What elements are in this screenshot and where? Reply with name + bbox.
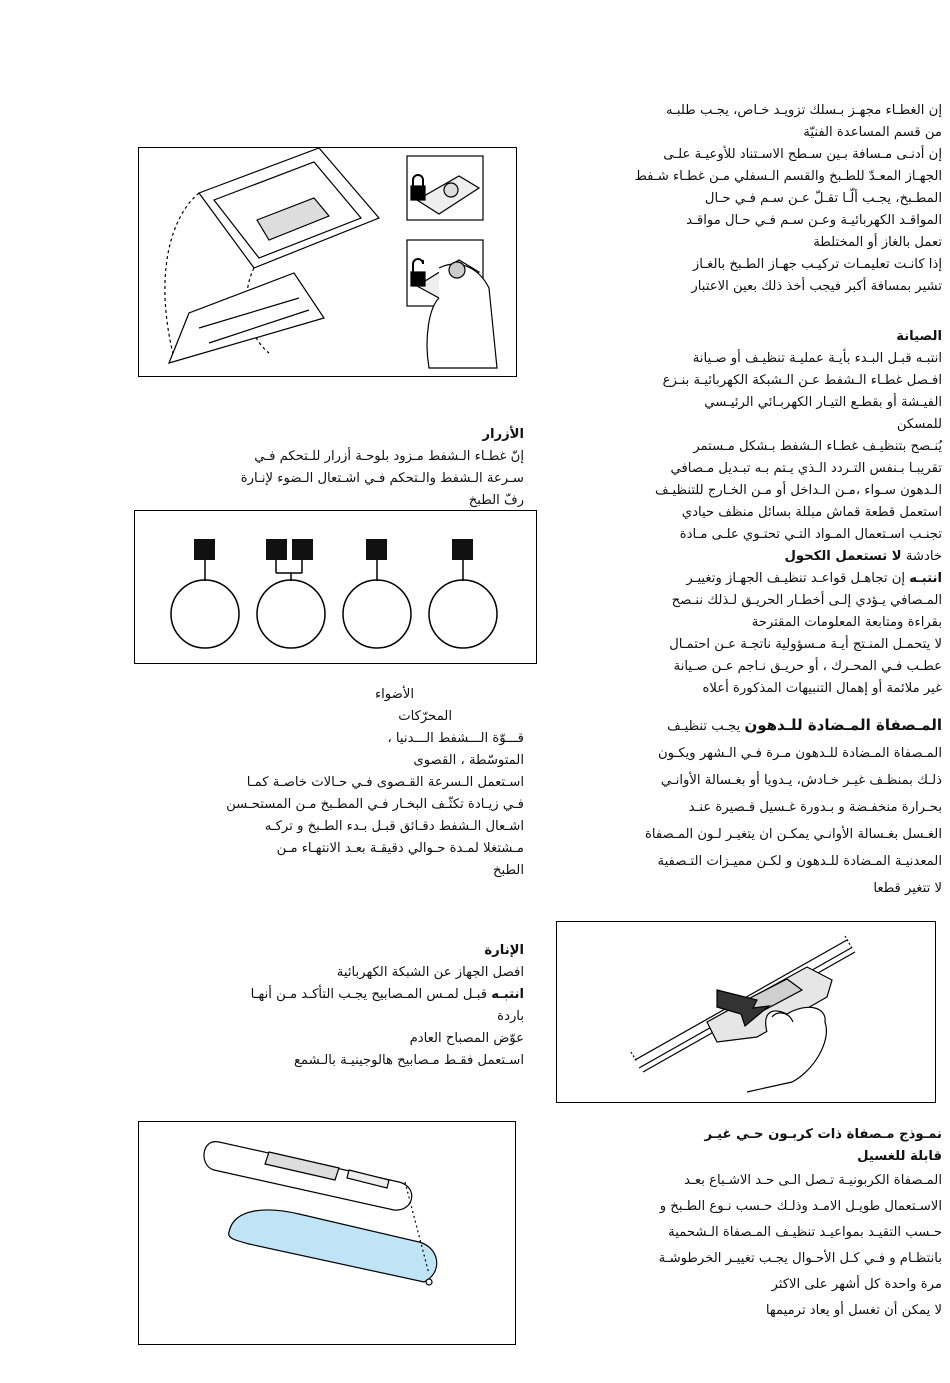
text-line: لا يتحمـل المنـتج أيـة مـسؤولية ناتجـة عـن احتمـال [669, 637, 942, 652]
buttons-heading: الأزرار [482, 427, 524, 442]
filter-removal-illustration [557, 922, 935, 1102]
text-line: إنّ غطـاء الـشفط مـزود بلوحـة أزرار للـتحكم فـي [254, 449, 524, 464]
hood-installation-figure [138, 147, 517, 377]
text-line: عوّض المصباح العادم [409, 1031, 524, 1046]
lamp-replacement-figure [138, 1121, 516, 1345]
no-alcohol-warning: لا تستعمل الكحول [784, 549, 902, 564]
text-line: إن أدنـى مـسافة بـين سـطح الاسـتناد للأوعيـة علـى [663, 147, 942, 162]
panel-button [257, 580, 325, 648]
text-line: فـي زيـادة تكثّـف البخـار فـي المطـبخ مـن المستحـسن [226, 797, 524, 812]
text-line: سـرعة الـشفط والـتحكم فـي اشـتعال الـضوء لإنـارة [240, 471, 524, 486]
text-line: المـصفاة المـضادة للـدهون مـرة فـي الـشهر ويكـون [657, 746, 942, 761]
lamp-cover-illustration [139, 1122, 515, 1344]
text-line: الجهـاز المعـدّ للطـبخ والقسم الـسفلي مـن غطـاء شـفط [634, 169, 942, 184]
text-line: تعمل بالغاز أو المختلطة [813, 235, 942, 250]
lighting-heading: الإنارة [484, 943, 524, 958]
text-fragment: قبـل لمـس المـصابيح يجـب التأكـد مـن أنهـا [250, 987, 488, 1002]
legend-lights: الأضواء [374, 687, 414, 702]
grease-filter-figure [556, 921, 936, 1103]
grease-filter-section [556, 712, 942, 902]
button-marker [292, 539, 313, 560]
panel-button [343, 580, 411, 648]
text-line: بقراءة ومتابعة المعلومات المقترحة [751, 615, 942, 630]
text-line: الـدهون سـواء ،مـن الـداخل أو مـن الخـارج للتنظيـف [655, 483, 942, 498]
text-line: اسـتعمل فقـط مـصابيح هالوجينيـة بالـشمع [293, 1053, 524, 1068]
text-line: الطبخ [493, 863, 524, 878]
legend-speed-low: قـــوّة الـــشفط الـــدنيا ، [387, 731, 524, 746]
text-line [556, 568, 942, 590]
text-line: افـصل غطـاء الـشفط عـن الـشبكة الكهربائيـة بنـزع [662, 373, 942, 388]
panel-button [171, 580, 239, 648]
installation-notes [556, 100, 942, 298]
text-line: من قسم المساعدة الفنيّة [803, 125, 942, 140]
text-line: حـسب التقيـد بمواعيـد تنظيـف المـصفاة الـشحمية [668, 1225, 942, 1240]
text-line [556, 546, 942, 568]
text-line: افصل الجهاز عن الشبكة الكهربائية [336, 965, 524, 980]
control-panel-figure [134, 510, 537, 664]
text-line [556, 712, 942, 740]
carbon-filter-heading: نمـوذج مـصفاة ذات كربـون حـي غيـر [704, 1127, 942, 1142]
text-fragment: إن تجاهـل قواعـد تنظيـف الجهـاز وتغييـر [686, 571, 906, 586]
warning-word: انتبـه [491, 987, 524, 1002]
text-line: الاسـتعمال طويـل الامـد وذلـك حـسب نـوع الطـبخ و [659, 1199, 942, 1214]
text-line: إذا كانـت تعليمـات تركيـب جهـاز الطـبخ بالغـاز [692, 257, 942, 272]
text-line: بحـرارة منخفـضة و بـدورة غـسيل قـصيرة عنـد [688, 800, 942, 815]
button-marker [266, 539, 287, 560]
text-line: اشـعال الـشفط دقـائق قبـل بـدء الطـبخ و تركـه [264, 819, 524, 834]
text-line: تجنـب اسـتعمال المـواد التـي تحتـوي علـى مـادة [679, 527, 942, 542]
text-line: لا يمكن أن تغسل أو يعاد ترميمها [765, 1303, 942, 1318]
warning-word: انتبـه [909, 571, 942, 586]
text-line: المـصفاة الكربونيـة تـصل الـى حـد الاشـباع بعـد [684, 1173, 942, 1188]
text-line: مرة واحدة كل أشهر على الاكثر [771, 1277, 942, 1292]
button-marker [452, 539, 473, 560]
text-line: للمسكن [896, 417, 942, 432]
text-line: تقريبـا بـنفس التـردد الـذي يـتم بـه تبـديل مـصافي [670, 461, 942, 476]
text-line: يُنـصح بتنظيـف غطـاء الـشفط بـشكل مـستمر [693, 439, 942, 454]
text-line: اسـتعمل الـسرعة القـصوى فـي حـالات خاصـة كمـا [246, 775, 524, 790]
text-line: المـصافي يـؤدي إلـى أخطـار الحريـق لـذلك ننـصح [671, 593, 942, 608]
text-line: المعدنيـة المـضادة للـدهون و لكـن مميـزات التـصفية [657, 854, 942, 869]
text-line: غير ملائمة أو إهمال التنبيهات المذكورة أعلاه [702, 681, 942, 696]
text-line: لا تتغير قطعا [873, 881, 942, 896]
text-line: الفيـشة أو بقطـع التيـار الكهربـائي الرئيـسي [704, 395, 942, 410]
text-line: باردة [497, 1009, 524, 1024]
buttons-section [138, 424, 524, 512]
button-marker [194, 539, 215, 560]
text-line: المطـبخ، يجـب ألّـا تقـلّ عـن سـم فـي حـال [704, 191, 942, 206]
text-fragment: يجـب تنظيـف [667, 719, 741, 734]
grease-filter-heading: المـصفاة المـضادة للـدهون [744, 716, 942, 734]
text-line: تشير بمسافة أكبر فيجب أخذ ذلك بعين الاعتبار [691, 279, 942, 294]
panel-button [429, 580, 497, 648]
control-panel-diagram [135, 511, 536, 663]
maintenance-heading: الصيانة [896, 329, 942, 344]
button-marker [366, 539, 387, 560]
text-line: رفّ الطبخ [468, 493, 524, 508]
text-line: بانتظـام و فـي كـل الأحـوال يجـب تغييـر الخرطوشـة [658, 1251, 942, 1266]
maintenance-section [556, 326, 942, 700]
text-line: استعمل قطعة قماش مبللة بسائل منظف حيادي [681, 505, 942, 520]
hood-lock-illustration [139, 148, 516, 376]
legend-motors: المحرّكات [398, 709, 452, 724]
carbon-filter-heading-2: قابلة للغسيل [857, 1149, 942, 1164]
legend-speed-mid: المتوسّطة ، القصوى [413, 753, 524, 768]
buttons-legend [138, 684, 524, 882]
text-line: ذلـك بمنظـف غيـر خـادش، يـدويا أو بغـسالة الأوانـي [660, 773, 942, 788]
text-line: عطـب فـي المحـرك ، أو حريـق نـاجم عـن صـيانة [673, 659, 942, 674]
lighting-section [138, 940, 524, 1072]
text-line: المواقـد الكهربائيـة وعـن سـم فـي حـال مواقـد [686, 213, 942, 228]
text-line: انتبـه قبـل البـدء بأيـة عمليـة تنظيـف أو صـيانة [692, 351, 942, 366]
text-line: مـشتغلا لمـدة حـوالي دقيقـة بعـد الانتهـاء مـن [276, 841, 524, 856]
carbon-filter-section [556, 1124, 942, 1324]
text-line [138, 984, 524, 1006]
text-line: إن الغطـاء مجهـز بـسلك تزويـد خـاص، يجـب طلبـه [666, 103, 942, 118]
text-fragment: خادشة [905, 549, 942, 564]
text-line: الغـسل بغـسالة الأوانـي يمكـن ان يتغيـر لـون المـصفاة [644, 827, 942, 842]
